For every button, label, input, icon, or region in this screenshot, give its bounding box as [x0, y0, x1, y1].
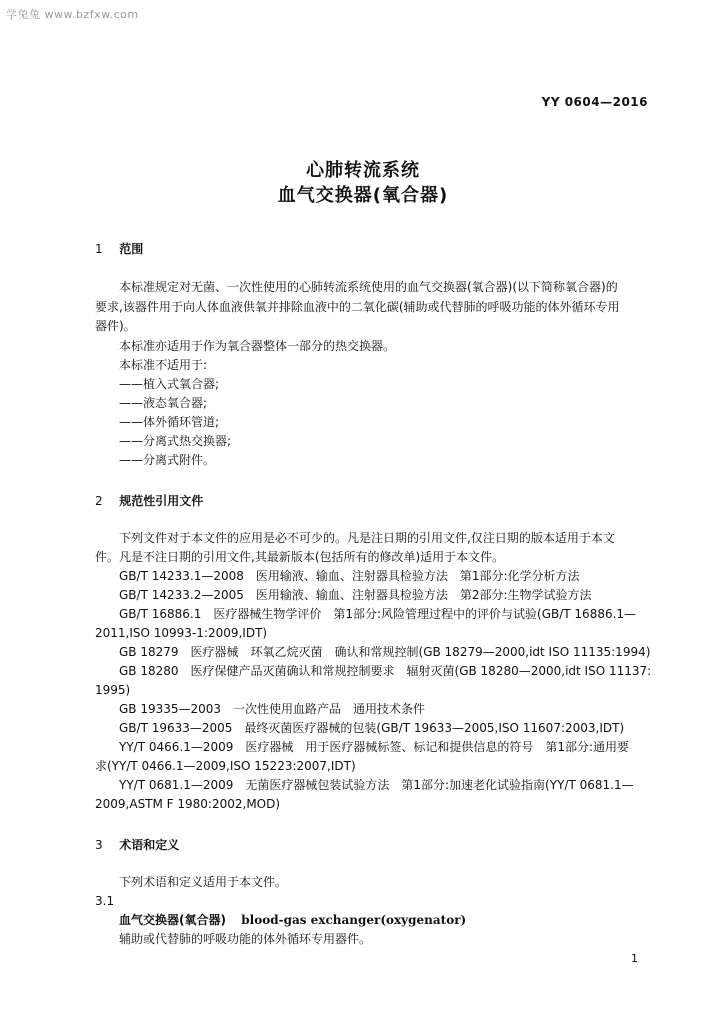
term-english: blood-gas exchanger(oxygenator)	[241, 913, 467, 927]
reference-item: YY/T 0681.1—2009 无菌医疗器械包装试验方法 第1部分:加速老化试验指南(YY/T 0681.1—	[119, 778, 634, 792]
section-number: 3	[95, 838, 103, 852]
scope-paragraph: 本标准亦适用于作为氧合器整体一部分的热交换器。	[119, 339, 396, 353]
reference-item: GB 18280 医疗保健产品灭菌确认和常规控制要求 辐射灭菌(GB 18280—2000,idt ISO 11137:	[119, 664, 652, 678]
scope-paragraph-line: 本标准规定对无菌、一次性使用的心肺转流系统使用的血气交换器(氧合器)(以下简称氧合器)的	[119, 280, 618, 294]
reference-item: GB/T 16886.1 医疗器械生物学评价 第1部分:风险管理过程中的评价与试验(GB/T 16886.1—	[119, 607, 637, 621]
section-heading-scope	[95, 240, 143, 257]
list-item: ——植入式氧合器;	[119, 377, 220, 391]
list-item: ——分离式附件。	[119, 453, 216, 467]
reference-item: GB/T 14233.2—2005 医用输液、输血、注射器具检验方法 第2部分:生物学试验方法	[119, 588, 592, 602]
reference-item: GB 19335—2003 一次性使用血路产品 通用技术条件	[119, 702, 426, 716]
term-definition: 辅助或代替肺的呼吸功能的体外循环专用器件。	[119, 932, 372, 946]
section-title: 范围	[119, 242, 144, 256]
list-item: ——分离式热交换器;	[119, 434, 232, 448]
section-number: 1	[95, 242, 103, 256]
scope-paragraph-line: 要求,该器件用于向人体血液供氧并排除血液中的二氧化碳(辅助或代替肺的呼吸功能的体外循环专用	[95, 300, 620, 314]
watermark: 学兔兔 www.bzfxw.com	[6, 8, 139, 21]
list-item: ——体外循环管道;	[119, 415, 220, 429]
term-chinese: 血气交换器(氧合器)	[119, 913, 226, 927]
references-intro-line: 件。凡是不注日期的引用文件,其最新版本(包括所有的修改单)适用于本文件。	[95, 550, 505, 564]
reference-item: GB 18279 医疗器械 环氧乙烷灭菌 确认和常规控制(GB 18279—2000,idt ISO 11135:1994)	[119, 645, 651, 659]
section-number: 2	[95, 494, 103, 508]
section-title: 规范性引用文件	[119, 494, 204, 508]
references-intro-line: 下列文件对于本文件的应用是必不可少的。凡是注日期的引用文件,仅注日期的版本适用于本文	[119, 531, 615, 545]
standard-code: YY 0604—2016	[541, 95, 648, 109]
reference-item-continuation: 2009,ASTM F 1980:2002,MOD)	[95, 797, 281, 811]
section-heading-normative-references	[95, 492, 203, 509]
scope-paragraph-line: 器件)。	[95, 319, 136, 333]
reference-item: GB/T 19633—2005 最终灭菌医疗器械的包装(GB/T 19633—2005,ISO 11607:2003,IDT)	[119, 721, 625, 735]
reference-item: YY/T 0466.1—2009 医疗器械 用于医疗器械标签、标记和提供信息的符号 第1部分:通用要	[119, 740, 630, 754]
reference-item-continuation: 1995)	[95, 683, 131, 697]
document-title-line-2: 血气交换器(氧合器)	[277, 185, 449, 206]
scope-paragraph: 本标准不适用于:	[119, 358, 208, 372]
reference-item-continuation: 求(YY/T 0466.1—2009,ISO 15223:2007,IDT)	[95, 759, 356, 773]
term-number: 3.1	[95, 894, 115, 908]
section-title: 术语和定义	[119, 838, 180, 852]
term-entry	[119, 913, 466, 927]
document-title-line-1: 心肺转流系统	[306, 160, 420, 181]
section-heading-terms-definitions	[95, 836, 179, 853]
terms-intro: 下列术语和定义适用于本文件。	[119, 875, 288, 889]
reference-item-continuation: 2011,ISO 10993-1:2009,IDT)	[95, 626, 268, 640]
page-number: 1	[631, 952, 638, 965]
reference-item: GB/T 14233.1—2008 医用输液、输血、注射器具检验方法 第1部分:化学分析方法	[119, 569, 580, 583]
list-item: ——液态氧合器;	[119, 396, 208, 410]
